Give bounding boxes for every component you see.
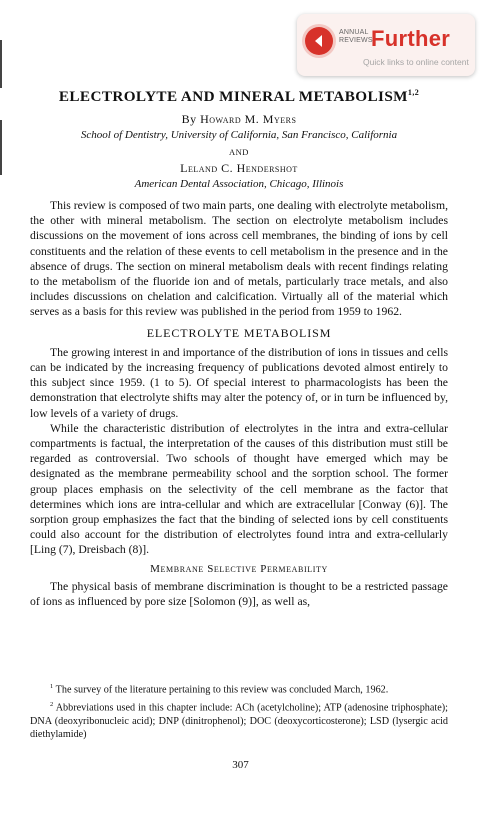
and-separator: AND bbox=[229, 147, 249, 158]
left-margin-bar bbox=[0, 40, 2, 88]
page-number: 307 bbox=[232, 759, 249, 771]
further-label: Further bbox=[371, 26, 451, 51]
back-arrow-icon bbox=[305, 27, 333, 55]
left-margin-bar bbox=[0, 120, 2, 175]
intro-paragraph: This review is composed of two main parts, one dealing with electrolyte metabolism, the other with mineral metabolism. The section on electrolyte metabolism includes discussions on the movement of ions across cell membranes, the binding of ions by cell constituents and the relation of these events to cell metabolism in the presence and in the absence of drugs. The section on mineral metabolism deals with recent findings relating to the metabolism of the fluoride ion and of metals, particularly trace metals, and also includes discussions on chelation and calcification. Virtually all of the material which serves as a basis for this review was published in the period from 1959 to 1962. bbox=[30, 199, 448, 319]
affiliation-2: American Dental Association, Chicago, Illinois bbox=[134, 178, 344, 191]
footnote-2: $^2$ Abbreviations used in this chapter include: ACh (acetylcholine); ATP (adenosine triphosphate); DNA (deoxyribonucleic acid); DNP (dinitrophenol); DOC (deoxycorticosterone); LSD (lysergic acid diethylamide) bbox=[30, 701, 448, 740]
quick-links-tagline: Quick links to online content bbox=[363, 57, 469, 67]
author-1: Howard M. Myers bbox=[200, 112, 297, 127]
author-line-2 bbox=[30, 161, 448, 176]
annual-reviews-logo-text: ANNUAL REVIEWS bbox=[339, 29, 373, 44]
paragraph: While the characteristic distribution of electrolytes in the intra and extra-cellular compartments is factual, the interpretation of the causes of this distribution must still be regarded as controversial. Two schools of thought have emerged which may be designated as the membrane permeability school and the sorption school. The former group places emphasis on the selectivity of the cell membrane as the factor that determines which ions are intra-cellular and which are extracellular [Conway (6)]. The sorption group emphasizes the fact that the binding of selected ions by cell constituents could also account for the distribution of electrolytes found intra and extra-cellularly [Ling (7), Dreisbach (8)]. bbox=[30, 421, 448, 557]
footnotes bbox=[30, 680, 448, 743]
article-title: ELECTROLYTE AND MINERAL METABOLISM$^{1,2}$ bbox=[58, 88, 420, 106]
author-2: Leland C. Hendershot bbox=[180, 161, 298, 176]
section-heading-electrolyte: ELECTROLYTE METABOLISM bbox=[146, 325, 332, 340]
subsection-heading-membrane: Membrane Selective Permeability bbox=[150, 562, 328, 575]
paragraph: The physical basis of membrane discrimination is thought to be a restricted passage of ions as influenced by pore size [Solomon (9)], as well as, bbox=[30, 579, 448, 608]
author-line-1: By Howard M. Myers bbox=[181, 112, 297, 127]
affiliation-1: School of Dentistry, University of California, San Francisco, California bbox=[80, 129, 398, 142]
paragraph: The growing interest in and importance of the distribution of ions in tissues and cells can be indicated by the increasing frequency of publications devoted almost entirely to this subject since 1959. (1 to 5). Of special interest to pharmacologists has been the demonstration that electrolyte shifts may alter the potency of, or in turn be influenced by, low levels of a variety of drugs. bbox=[30, 345, 448, 420]
footnote-1: $^1$ The survey of the literature pertaining to this review was concluded March, 1962. bbox=[50, 683, 389, 696]
article-page bbox=[30, 88, 448, 609]
annual-reviews-further-banner[interactable] bbox=[297, 14, 475, 76]
